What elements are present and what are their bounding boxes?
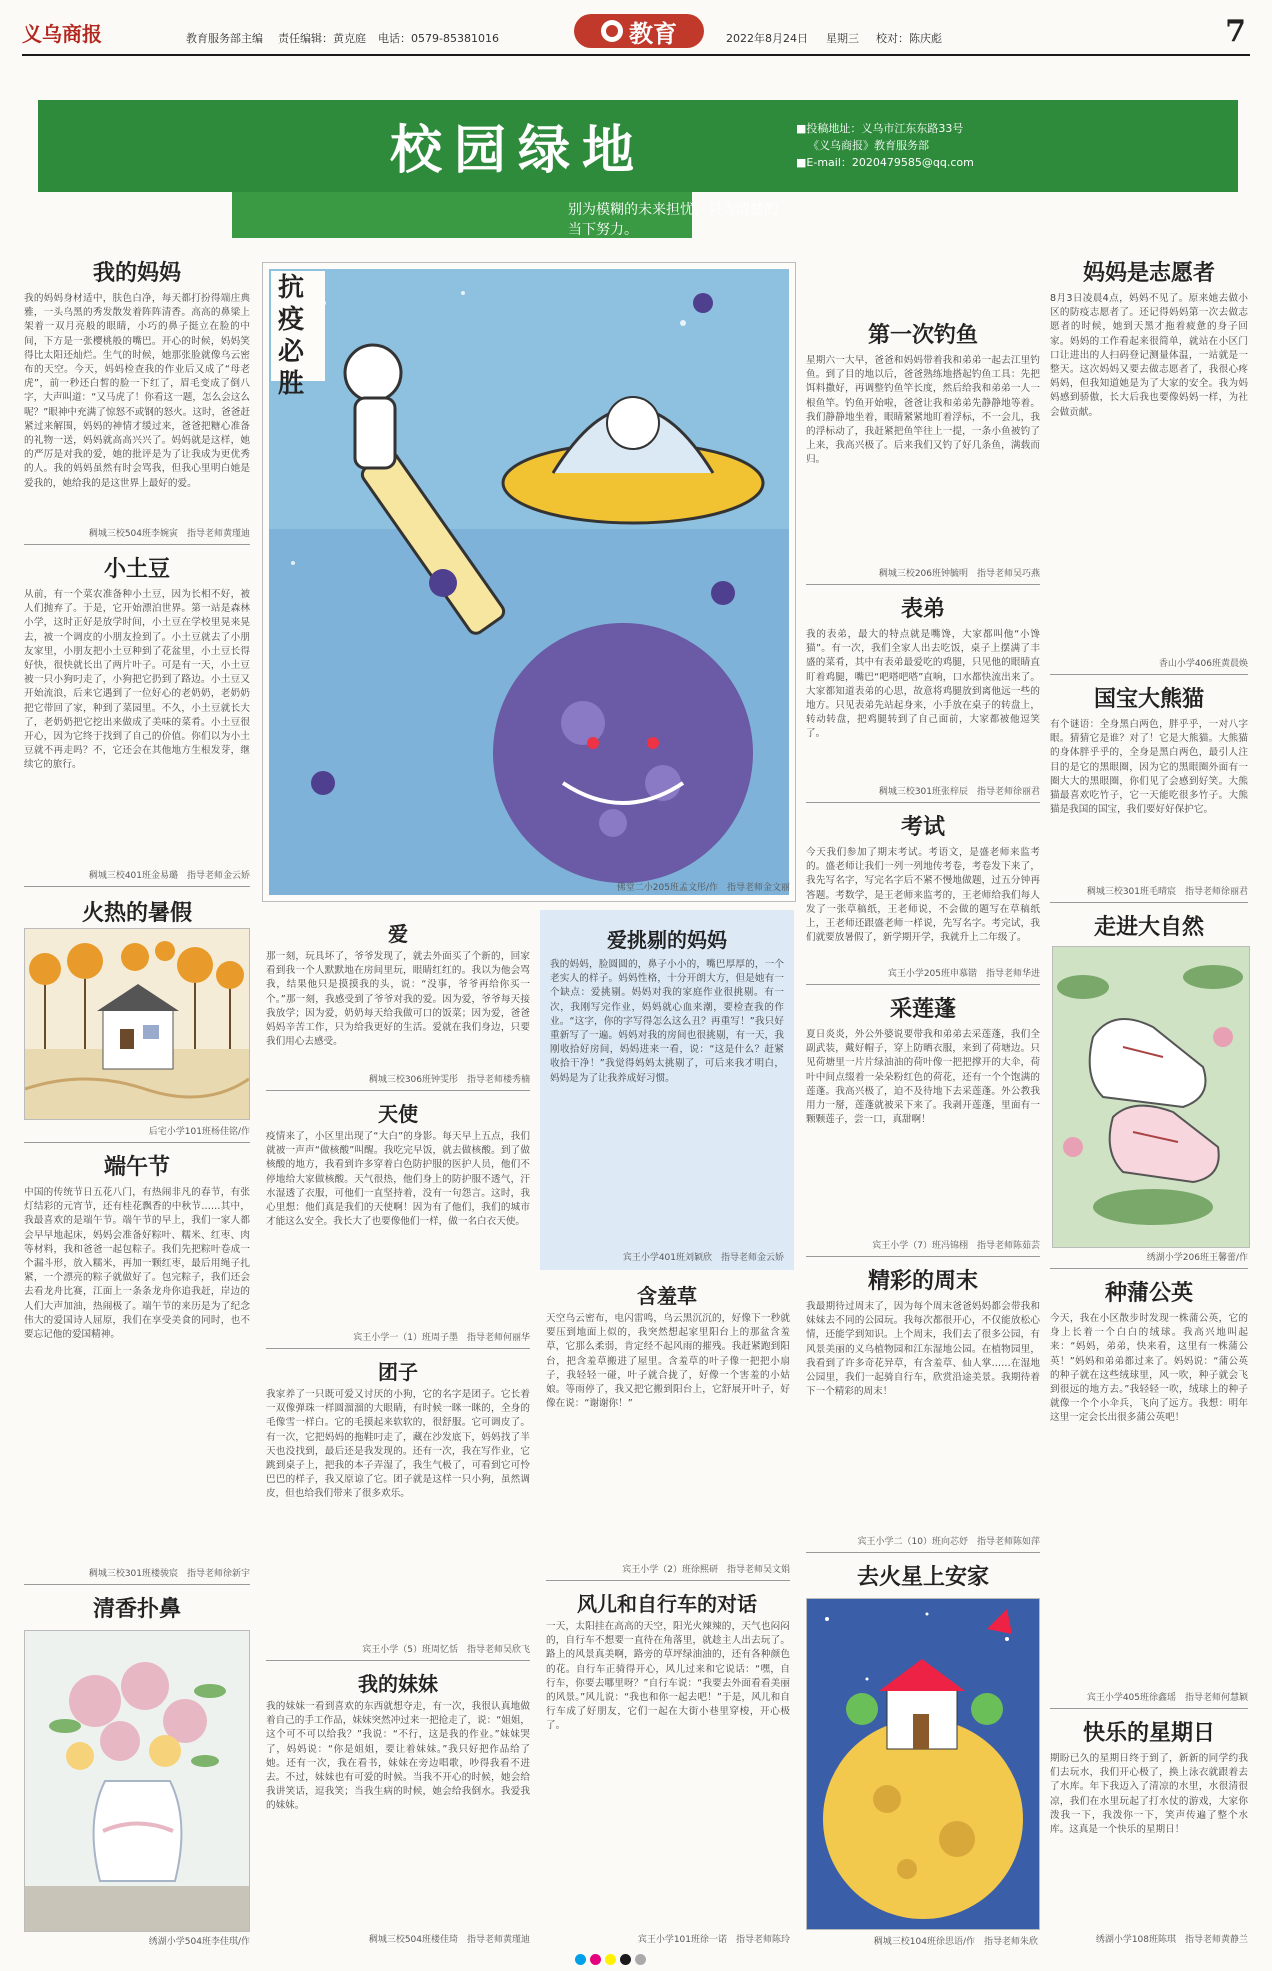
section-logo-icon <box>601 20 623 42</box>
article-byline: 宾王小学405班徐鑫瑶 指导老师何慧颖 <box>1086 1693 1248 1703</box>
submit-address: ■投稿地址：义乌市江东东路33号 <box>796 122 964 135</box>
artwork-title: 走进大自然 <box>1093 915 1204 940</box>
divider <box>546 1580 790 1581</box>
article-byline: 稠城三校504班李婉寅 指导老师黄瑾迪 <box>88 529 250 539</box>
article-title: 妈妈是志愿者 <box>1082 261 1215 286</box>
article-byline: 稠城三校401班金易璐 指导老师金云娇 <box>88 871 250 881</box>
article-body: 那一刻，玩具坏了，爷爷发现了，就去外面买了个新的，回家看到我一个人默默地在房间里玩，眼睛红红的。我以为他会骂我，结果他只是摸摸我的头，说：“没事，爷爷再给你买一个。”那一刻，我感受到了爷爷对我的爱。因为爱，爷爷每天接我放学；因为爱，奶奶每天给我做可口的饭菜；因为爱，爸爸妈妈辛苦工作，只为给我更好的生活。爱就在我们身边，只要我们用心去感受。 <box>266 951 530 1048</box>
article-title: 我的妈妈 <box>92 261 181 286</box>
article-title: 采莲蓬 <box>889 997 956 1022</box>
article-body: 我的妹妹一看到喜欢的东西就想夺走，有一次，我很认真地做着自己的手工作品，妹妹突然冲过来一把抢走了，说：“姐姐，这个可不可以给我？”我说：“不行，这是我的作业。”妹妹哭了，妈妈说：“你是姐姐，要让着妹妹。”我只好把作品给了她。还有一次，我在看书，妹妹在旁边唱歌，吵得我看不进去。不过，妹妹也有可爱的时候。当我不开心的时候，她会给我讲笑话，逗我笑；当我生病的时候，她会给我倒水。我爱我的妹妹。 <box>266 1701 530 1812</box>
artwork-caption: 绣湖小学504班李佳琪/作 <box>148 1937 250 1947</box>
article-title: 含羞草 <box>637 1284 697 1308</box>
registration-dot-icon <box>575 1954 586 1965</box>
registration-marks <box>575 1954 646 1965</box>
article-title: 表弟 <box>900 597 945 622</box>
article-body: 今天我们参加了期末考试。考语文，是盛老师来监考的。盛老师让我们一列一列地传考卷，考卷发下来了，我先写名字，写完名字后不紧不慢地做题，过五分钟再答题。考数学，是王老师来监考的，王老师给我们每人发了一张草稿纸，王老师说，不会做的题写在草稿纸上，王老师还跟盛老师一样说，先写名字。考完试，我们就要放暑假了，新学期开学，我就升上二年级了。 <box>806 847 1040 944</box>
responsible-editor: 责任编辑：黄克庭 <box>278 32 366 45</box>
divider <box>266 1090 530 1091</box>
article-title: 风儿和自行车的对话 <box>577 1592 757 1616</box>
artwork-title: 去火星上安家 <box>856 1565 989 1590</box>
column-title: 校园绿地 <box>390 120 647 181</box>
article-byline: 绣湖小学108班陈琪 指导老师黄静兰 <box>1095 1935 1248 1945</box>
article-body: 我的妈妈身材适中，肤色白净，每天都打扮得端庄典雅，一头乌黑的秀发散发着阵阵清香。高高的鼻梁上架着一双月亮般的眼睛，小巧的鼻子挺立在脸的中间，下方是一张樱桃般的嘴巴。开心的时候，妈妈笑得比太阳还灿烂。生气的时候，她那张脸就像乌云密布的天空。今天，妈妈检查我的作业后又成了“母老虎”，前一秒还白皙的脸一下红了，眉毛变成了倒八字，大声叫道：“又马虎了！你看这一题，怎么会这么呢？”眼神中充满了惊怒不或钢的怒火。这时，爸爸赶紧过来解围，妈妈的神情才缓过来，爸爸把糖心准备的礼物一送，妈妈就高高兴兴了。妈妈就是这样，她的严厉是对我的爱，她的批评是为了让我成为更优秀的人。我的妈妈虽然有时会骂我，但我心里明白她是爱我的，她给我的是这世界上最好的爱。 <box>24 293 250 489</box>
article-byline: 宾王小学二（10）班向芯妤 指导老师陈如萍 <box>857 1537 1040 1547</box>
divider <box>24 1142 250 1143</box>
article-byline: 稠城三校206班钟毓明 指导老师吴巧燕 <box>878 569 1040 579</box>
artwork-caption: 后宅小学101班杨佳铭/作 <box>148 1127 250 1137</box>
article-body: 我的妈妈，脸圆圆的，鼻子小小的，嘴巴厚厚的，一个老实人的样子。妈妈性格，十分开朗大方，但是她有一个缺点：爱挑剔。妈妈对我的家庭作业很挑剔。有一次，我刚写完作业，妈妈就心血来潮，要检查我的作业。“这字，你的字写得怎么这么丑？再重写！”我只好重新写了一遍。妈妈对我的房间也很挑剔，有一天，我刚收拾好房间，妈妈进来一看，说：“这是什么？赶紧收拾干净！”我觉得妈妈太挑剔了，可后来我才明白，妈妈是为了让我养成好习惯。 <box>550 959 784 1084</box>
registration-dot-icon <box>605 1954 616 1965</box>
article-body: 我家养了一只既可爱又讨厌的小狗，它的名字是团子。它长着一双像弹珠一样圆溜溜的大眼睛，有时候一眯一眯的，全身的毛像雪一样白。它的毛摸起来软软的，很舒服。它可调皮了。有一次，它把妈妈的拖鞋叼走了，藏在沙发底下，妈妈找了半天也没找到，最后还是我发现的。还有一次，我在写作业，它跳到桌子上，把我的本子弄湿了，我生气极了，可看到它可怜巴巴的样子，我又原谅了它。团子就是这样一只小狗，虽然调皮，但也给我们带来了很多欢乐。 <box>266 1389 530 1500</box>
artwork-anti-epidemic <box>262 262 796 902</box>
article-body: 天空乌云密布，电闪雷鸣，乌云黑沉沉的，好像下一秒就要压到地面上似的，我突然想起家里阳台上的那盆含羞草，它那么柔弱，肯定经不起风雨的摧残。我赶紧跑到阳台，把含羞草搬进了屋里。含羞草的叶子像一把把小扇子，我轻轻一碰，叶子就合拢了，好像一个害羞的小姑娘。等雨停了，我又把它搬到阳台上，它舒展开叶子，好像在说：“谢谢你！” <box>546 1313 790 1410</box>
article-title: 团子 <box>378 1360 418 1384</box>
article-byline: 宾王小学401班刘颖欣 指导老师金云娇 <box>622 1253 784 1263</box>
registration-dot-icon <box>635 1954 646 1965</box>
divider <box>24 1584 250 1585</box>
article-title: 天使 <box>378 1102 418 1126</box>
issue-date: 2022年8月24日 <box>726 32 808 45</box>
article-title: 快乐的星期日 <box>1082 1721 1215 1746</box>
article-byline: 宾王小学（5）班周忆恬 指导老师吴欣飞 <box>362 1645 530 1655</box>
article-body: 一天，太阳挂在高高的天空，阳光火辣辣的，天气也闷闷的，自行车不想要一直待在角落里，就趁主人出去玩了。路上的风景真美啊，路旁的草坪绿油油的，还有各种颜色的花。自行车正骑得开心，风儿过来和它说话：“嘿，自行车，你要去哪里呀？”自行车说：“我要去外面看看美丽的风景。”风儿说：“我也和你一起去吧！”于是，风儿和自行车成了好朋友，它们一起在大街小巷里穿梭，开心极了。 <box>546 1621 790 1732</box>
artwork-caption: 稠城三校104班徐思语/作 指导老师朱欣 <box>873 1937 1038 1947</box>
submit-email: ■E-mail：2020479585@qq.com <box>796 156 974 169</box>
divider <box>266 1348 530 1349</box>
article-byline: 稠城三校504班楼佳琦 指导老师黄瑾迪 <box>368 1935 530 1945</box>
article-body: 星期六一大早，爸爸和妈妈带着我和弟弟一起去江里钓鱼。到了目的地以后，爸爸熟练地搭起钓鱼工具：先把饵料撒好，再调整钓鱼竿长度，然后给我和弟弟一人一根鱼竿。钓鱼开始啦，爸爸让我和弟弟先静静地等着。我们静静地坐着，眼睛紧紧地盯着浮标，不一会儿，我的浮标动了，我赶紧把鱼竿往上一提，一条小鱼被钓了上来，我高兴极了。后来我们又钓了好几条鱼，满载而归。 <box>806 355 1040 466</box>
divider <box>806 1552 1040 1553</box>
article-body: 我最期待过周末了，因为每个周末爸爸妈妈都会带我和妹妹去不同的公园玩。我每次都很开心，不仅能放松心情，还能学到知识。上个周末，我们去了很多公园，有风景美丽的义乌植物园和江东湿地公园。在植物园里，我看到了许多奇花异草，有含羞草、仙人掌……在湿地公园里，我们一起骑自行车，欣赏沿途美景。我期待着下一个精彩的周末！ <box>806 1301 1040 1398</box>
article-byline: 稠城三校301班楼骏宸 指导老师徐新宇 <box>88 1569 250 1579</box>
issue-weekday: 星期三 <box>826 32 859 45</box>
phone-number: 电话：0579-85381016 <box>378 32 499 45</box>
article-title: 精彩的周末 <box>867 1269 978 1294</box>
divider <box>24 544 250 545</box>
banner-motto: 别为模糊的未来担忧，只为清楚的当下努力。 <box>568 202 778 238</box>
divider <box>1050 902 1248 903</box>
article-title: 第一次钓鱼 <box>867 323 978 348</box>
article-byline: 宾王小学一（1）班周子墨 指导老师何丽华 <box>353 1333 530 1343</box>
divider <box>806 1256 1040 1257</box>
divider <box>1050 674 1248 675</box>
submission-info <box>796 120 974 171</box>
divider <box>1050 1268 1248 1269</box>
divider <box>266 1660 530 1661</box>
article-title: 国宝大熊猫 <box>1093 687 1204 712</box>
artwork-caption: 佛堂二小205班孟文彤/作 指导老师金文丽 <box>616 883 790 893</box>
artwork-title: 火热的暑假 <box>81 901 192 926</box>
article-title: 爱 <box>388 922 408 946</box>
article-byline: 稠城三校306班钟雯彤 指导老师楼秀楠 <box>368 1075 530 1085</box>
artwork-flower-vase <box>24 1630 250 1932</box>
article-title: 种蒲公英 <box>1104 1281 1193 1306</box>
artwork-nature-shoes <box>1052 946 1250 1248</box>
header-rule <box>22 54 1250 56</box>
masthead-logo: 义乌商报 <box>22 22 102 46</box>
article-body: 中国的传统节日五花八门，有热闹非凡的春节，有张灯结彩的元宵节，还有桂花飘香的中秋节……其中，我最喜欢的是端午节。端午节的早上，我们一家人都会早早地起床，妈妈会准备好粽叶、糯米、红枣、肉等材料，我和爸爸一起包粽子。我们先把粽叶卷成一个漏斗形，放入糯米，再加一颗红枣，最后用绳子扎紧，一个漂亮的粽子就做好了。包完粽子，我们还会去看龙舟比赛，江面上一条条龙舟你追我赶，岸边的人们大声加油，热闹极了。端午节的来历是为了纪念伟大的爱国诗人屈原，我们在享受美食的同时，也不要忘记他的爱国精神。 <box>24 1187 250 1341</box>
article-body: 8月3日凌晨4点，妈妈不见了。原来她去做小区的防疫志愿者了。还记得妈妈第一次去做志愿者的时候，她到天黑才拖着疲惫的身子回家。妈妈的工作看起来很简单，就站在小区门口让进出的人扫码登记测量体温，一站就是一整天。这次妈妈又要去做志愿者了，我很心疼妈妈，但我知道她是为了大家的安全。我为妈妈感到骄傲，长大后我也要像妈妈一样，为社会做贡献。 <box>1050 293 1248 418</box>
artwork-mars-home <box>806 1598 1040 1930</box>
article-body: 疫情来了，小区里出现了“大白”的身影。每天早上五点，我们就被一声声“做核酸”叫醒。我吃完早饭，就去做核酸。到了做核酸的地方，我看到许多穿着白色防护服的医护人员，他们不停地给大家做核酸。天气很热，他们身上的防护服不透气，汗水湿透了衣服，可他们一直坚持着，没有一句怨言。这时，我心里想：他们真是我们的天使啊！因为有了他们，我们的城市才能这么安全。我长大了也要像他们一样，做一名白衣天使。 <box>266 1131 530 1228</box>
artwork-caption: 绣湖小学206班王馨蕾/作 <box>1146 1253 1248 1263</box>
article-byline: 宾王小学101班徐一诺 指导老师陈玲 <box>637 1935 790 1945</box>
divider <box>806 984 1040 985</box>
divider <box>1050 1708 1248 1709</box>
editor-info: 教育服务部主编 <box>186 32 263 45</box>
article-body: 我的表弟，最大的特点就是嘴馋，大家都叫他“小馋猫”。有一次，我们全家人出去吃饭，桌子上摆满了丰盛的菜肴，其中有表弟最爱吃的鸡腿，只见他的眼睛直盯着鸡腿，嘴巴“吧嗒吧嗒”直响，口水都快流出来了。大家都知道表弟的心思，故意将鸡腿放到离他远一些的地方。只见表弟先站起身来，小手放在桌子的转盘上，转动转盘，把鸡腿转到了自己面前，大家都被他逗笑了。 <box>806 629 1040 740</box>
article-body: 今天，我在小区散步时发现一株蒲公英，它的身上长着一个白白的绒球。我高兴地叫起来：“妈妈，弟弟，快来看，这里有一株蒲公英！”妈妈和弟弟都过来了。妈妈说：“蒲公英的种子就在这些绒球里，风一吹，种子就会飞到很远的地方去。”我轻轻一吹，绒球上的种子就像一个个小伞兵，飞向了远方。我想：明年这里一定会长出很多蒲公英吧！ <box>1050 1313 1248 1424</box>
divider <box>806 584 1040 585</box>
article-title: 爱挑剔的妈妈 <box>607 928 727 952</box>
proofreader: 校对：陈庆彪 <box>876 32 942 45</box>
article-title: 我的妹妹 <box>358 1672 438 1696</box>
submit-dept: 《义乌商报》教育服务部 <box>808 139 929 152</box>
article-byline: 稠城三校301班毛晴宸 指导老师徐丽君 <box>1086 887 1248 897</box>
registration-dot-icon <box>620 1954 631 1965</box>
page-number: 7 <box>1225 14 1246 49</box>
artwork-title: 清香扑鼻 <box>92 1597 181 1622</box>
article-title: 考试 <box>900 815 945 840</box>
divider <box>806 802 1040 803</box>
artwork-summer-village <box>24 928 250 1120</box>
article-byline: 宾王小学（7）班冯锦栩 指导老师陈茹芸 <box>872 1241 1040 1251</box>
article-body: 期盼已久的星期日终于到了，新新的同学约我们去玩水，我们开心极了，换上泳衣就跟着去了水库。年下我迈入了清凉的水里，水很清很凉，我们在水里玩起了打水仗的游戏，大家你泼我一下，我泼你一下，笑声传遍了整个水库。这真是一个快乐的星期日！ <box>1050 1753 1248 1836</box>
article-body: 从前，有一个菜农准备种小土豆，因为长相不好，被人们抛弃了。于是，它开始漂泊世界。第一站是森林小学，这时正好是放学时间，小土豆在学校里晃来晃去，被一个调皮的小朋友捡到了。小土豆就去了小朋友家里，小朋友把小土豆种到了花盆里，小土豆长得好快，很快就长出了两片叶子。可是有一天，小土豆被一只小狗叼走了，小狗把它扔到了路边。小土豆又开始流浪，后来它遇到了一位好心的老奶奶，老奶奶把它带回了家，种到了菜园里。不久，小土豆就长大了，老奶奶把它挖出来做成了美味的菜肴。小土豆很开心，因为它终于找到了自己的价值。你们以为小土豆就不再走吗？不，它还会在其他地方生根发芽，继续它的旅行。 <box>24 589 250 771</box>
article-byline: 香山小学406班黄晨焕 <box>1158 659 1248 669</box>
article-byline: 宾王小学（2）班徐熙研 指导老师吴文娟 <box>622 1565 790 1575</box>
registration-dot-icon <box>590 1954 601 1965</box>
section-name: 教育 <box>629 19 677 48</box>
article-title: 端午节 <box>103 1155 170 1180</box>
article-body: 夏日炎炎，外公外婆说要带我和弟弟去采莲蓬，我们全副武装，戴好帽子，穿上防晒衣服，来到了荷塘边。只见荷塘里一片片绿油油的荷叶像一把把撑开的大伞，荷叶中间点缀着一朵朵粉红色的荷花，还有一个个饱满的莲蓬。我高兴极了，迫不及待地下去采莲蓬。外公教我用力一掰，莲蓬就被采下来了。我剥开莲蓬，里面有一颗颗莲子，尝一口，真甜啊！ <box>806 1029 1040 1126</box>
article-title: 小土豆 <box>103 557 170 582</box>
artwork-title-vertical: 抗疫必胜 <box>277 273 304 399</box>
divider <box>24 886 250 887</box>
section-badge <box>574 14 704 48</box>
article-byline: 稠城三校301班张梓辰 指导老师徐丽君 <box>878 787 1040 797</box>
article-body: 有个谜语：全身黑白两色，胖乎乎，一对八字眼。猜猜它是谁？对了！它是大熊猫。大熊猫的身体胖乎乎的，全身是黑白两色，最引人注目的是它的黑眼圈，因为它的黑眼圈外面有一圈大大的黑眼圈，你们见了会感到好笑。大熊猫最喜欢吃竹子，它一天能吃很多竹子。大熊猫是我国的国宝，我们要好好保护它。 <box>1050 719 1248 816</box>
article-byline: 宾王小学205班申慕锴 指导老师华进 <box>887 969 1040 979</box>
